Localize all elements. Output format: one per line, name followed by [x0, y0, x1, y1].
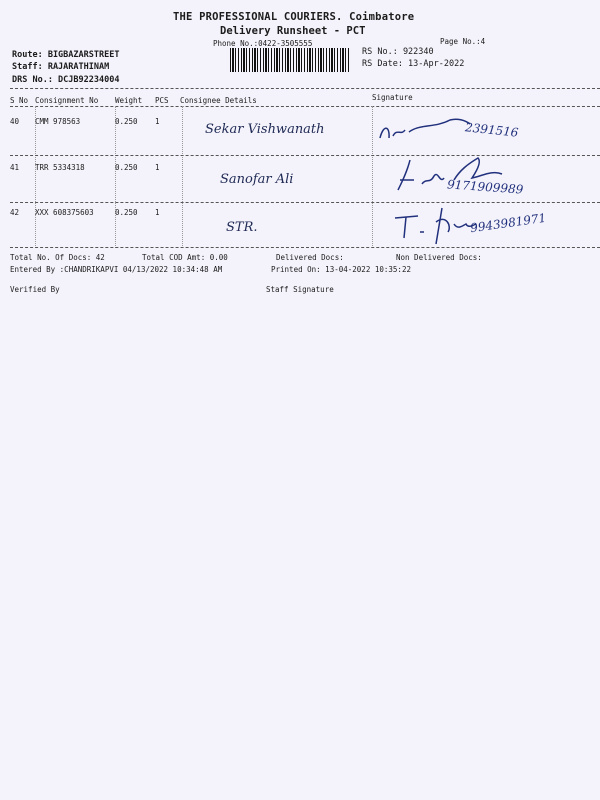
- divider: [10, 88, 600, 89]
- company-title: THE PROFESSIONAL COURIERS. Coimbatore: [173, 11, 415, 23]
- row-pcs: 1: [155, 117, 160, 126]
- phone-number: Phone No.:0422-3505555: [213, 39, 313, 48]
- verified-by: Verified By: [10, 285, 60, 294]
- route: Route: BIGBAZARSTREET: [12, 50, 120, 60]
- column-line: [372, 106, 373, 248]
- consignee-handwritten: STR.: [226, 220, 258, 235]
- col-pcs: PCS: [155, 96, 169, 105]
- row-sno: 42: [10, 208, 20, 217]
- row-weight: 0.250: [115, 163, 138, 172]
- rs-number: RS No.: 922340: [362, 47, 434, 57]
- divider: [10, 106, 600, 107]
- printed-on: Printed On: 13-04-2022 10:35:22: [271, 265, 411, 274]
- col-weight: Weight: [115, 96, 143, 105]
- row-consignment: XXX 608375603: [35, 208, 94, 217]
- rs-date: RS Date: 13-Apr-2022: [362, 59, 465, 69]
- column-line: [35, 106, 36, 248]
- document-title: Delivery Runsheet - PCT: [220, 25, 366, 37]
- column-line: [115, 106, 116, 248]
- row-divider: [10, 202, 600, 203]
- drs-number: DRS No.: DCJB92234004: [12, 75, 120, 85]
- row-weight: 0.250: [115, 208, 138, 217]
- row-consignment: CMM 978563: [35, 117, 81, 126]
- page-number: Page No.:4: [440, 37, 486, 46]
- consignee-handwritten: Sekar Vishwanath: [205, 122, 325, 137]
- entered-by: Entered By :CHANDRIKAPVI 04/13/2022 10:34:48 AM: [10, 265, 223, 274]
- delivered-docs: Delivered Docs:: [276, 253, 344, 262]
- staff: Staff: RAJARATHINAM: [12, 62, 110, 72]
- total-docs: Total No. Of Docs: 42: [10, 253, 105, 262]
- col-consignee: Consignee Details: [180, 96, 257, 105]
- signature-phone: 9943981971: [469, 210, 547, 236]
- column-line: [182, 106, 183, 248]
- col-signature: Signature: [372, 93, 413, 102]
- staff-signature: Staff Signature: [266, 285, 334, 294]
- row-consignment: TRR 5334318: [35, 163, 85, 172]
- row-sno: 40: [10, 117, 20, 126]
- row-pcs: 1: [155, 208, 160, 217]
- row-sno: 41: [10, 163, 20, 172]
- row-divider: [10, 247, 600, 248]
- col-sno: S No: [10, 96, 29, 105]
- row-pcs: 1: [155, 163, 160, 172]
- signature-phone: 2391516: [464, 120, 520, 140]
- consignee-handwritten: Sanofar Ali: [220, 172, 294, 187]
- row-weight: 0.250: [115, 117, 138, 126]
- col-consignment: Consignment No: [35, 96, 99, 105]
- non-delivered-docs: Non Delivered Docs:: [396, 253, 482, 262]
- barcode: [230, 48, 350, 72]
- total-cod: Total COD Amt: 0.00: [142, 253, 228, 262]
- signature-phone: 9171909989: [446, 177, 524, 197]
